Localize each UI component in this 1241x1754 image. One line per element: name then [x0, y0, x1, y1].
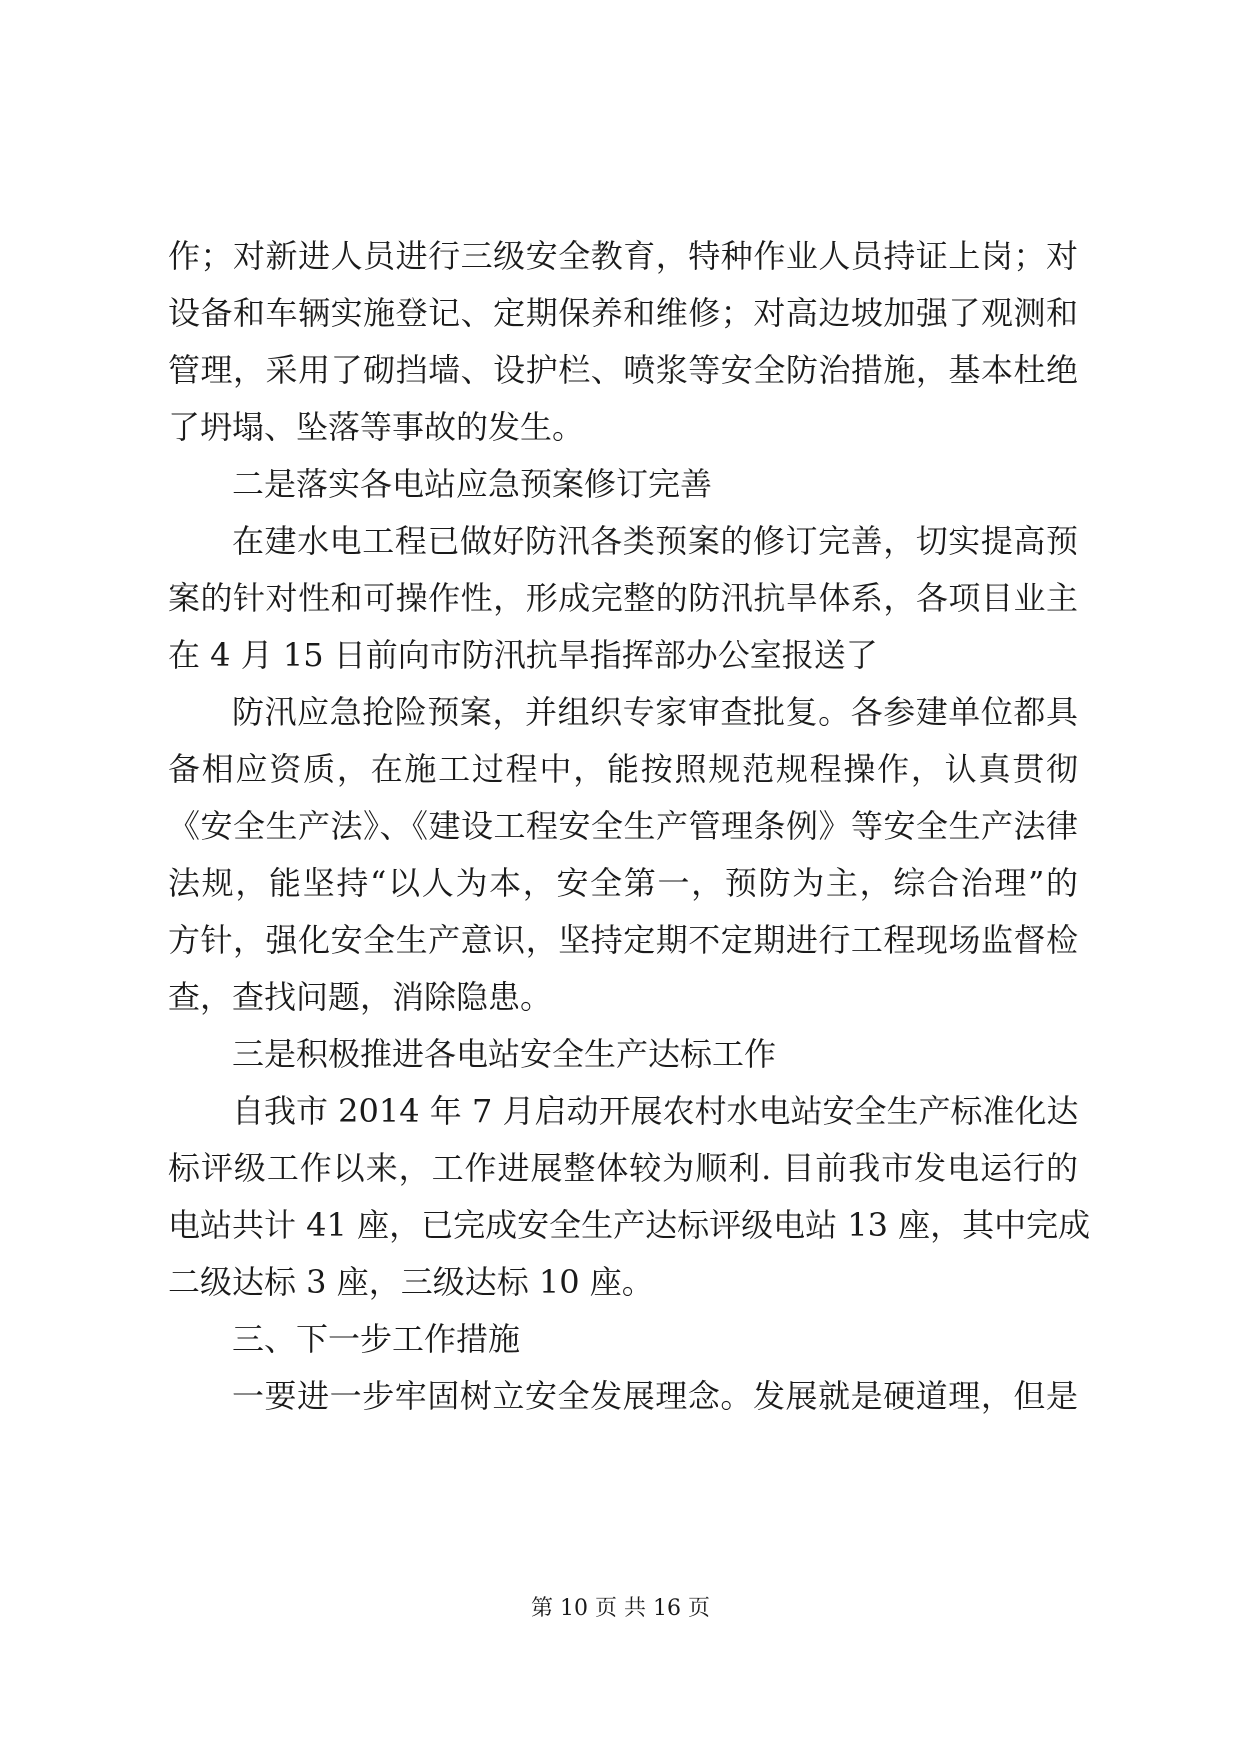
text-line-8: 在 4 月 15 日前向市防汛抗旱指挥部办公室报送了: [168, 636, 878, 674]
text-line-10: 备相应资质，在施工过程中，能按照规范规程操作，认真贯彻: [168, 750, 1078, 788]
text-line-13: 方针，强化安全生产意识，坚持定期不定期进行工程现场监督检: [168, 921, 1078, 959]
section-heading-3: 三是积极推进各电站安全生产达标工作: [232, 1035, 777, 1073]
text-line-12: 法规，能坚持“以人为本，安全第一，预防为主，综合治理”的: [168, 864, 1078, 902]
page-number-footer: 第 10 页 共 16 页: [531, 1596, 710, 1621]
text-line-19: 二级达标 3 座，三级达标 10 座。: [168, 1263, 654, 1301]
section-heading-2: 二是落实各电站应急预案修订完善: [232, 465, 713, 503]
section-heading-next-steps: 三、下一步工作措施: [232, 1320, 521, 1358]
text-line-1: 作；对新进人员进行三级安全教育，特种作业人员持证上岗；对: [168, 237, 1078, 275]
text-line-18: 电站共计 41 座，已完成安全生产达标评级电站 13 座，其中完成: [168, 1206, 1091, 1244]
text-line-2: 设备和车辆实施登记、定期保养和维修；对高边坡加强了观测和: [168, 294, 1078, 332]
text-line-14: 查，查找问题，消除隐患。: [168, 978, 553, 1016]
text-line-7: 案的针对性和可操作性，形成完整的防汛抗旱体系，各项目业主: [168, 579, 1078, 617]
text-line-21: 一要进一步牢固树立安全发展理念。发展就是硬道理，但是: [232, 1377, 1078, 1415]
text-line-4: 了坍塌、坠落等事故的发生。: [168, 408, 585, 446]
text-line-11: 《安全生产法》、《建设工程安全生产管理条例》等安全生产法律: [168, 807, 1078, 845]
text-line-17: 标评级工作以来，工作进展整体较为顺利. 目前我市发电运行的: [168, 1149, 1078, 1187]
text-line-16: 自我市 2014 年 7 月启动开展农村水电站安全生产标准化达: [232, 1092, 1079, 1130]
text-line-6: 在建水电工程已做好防汛各类预案的修订完善，切实提高预: [232, 522, 1078, 560]
text-line-9: 防汛应急抢险预案，并组织专家审查批复。各参建单位都具: [232, 693, 1078, 731]
text-line-3: 管理，采用了砌挡墙、设护栏、喷浆等安全防治措施，基本杜绝: [168, 351, 1078, 389]
